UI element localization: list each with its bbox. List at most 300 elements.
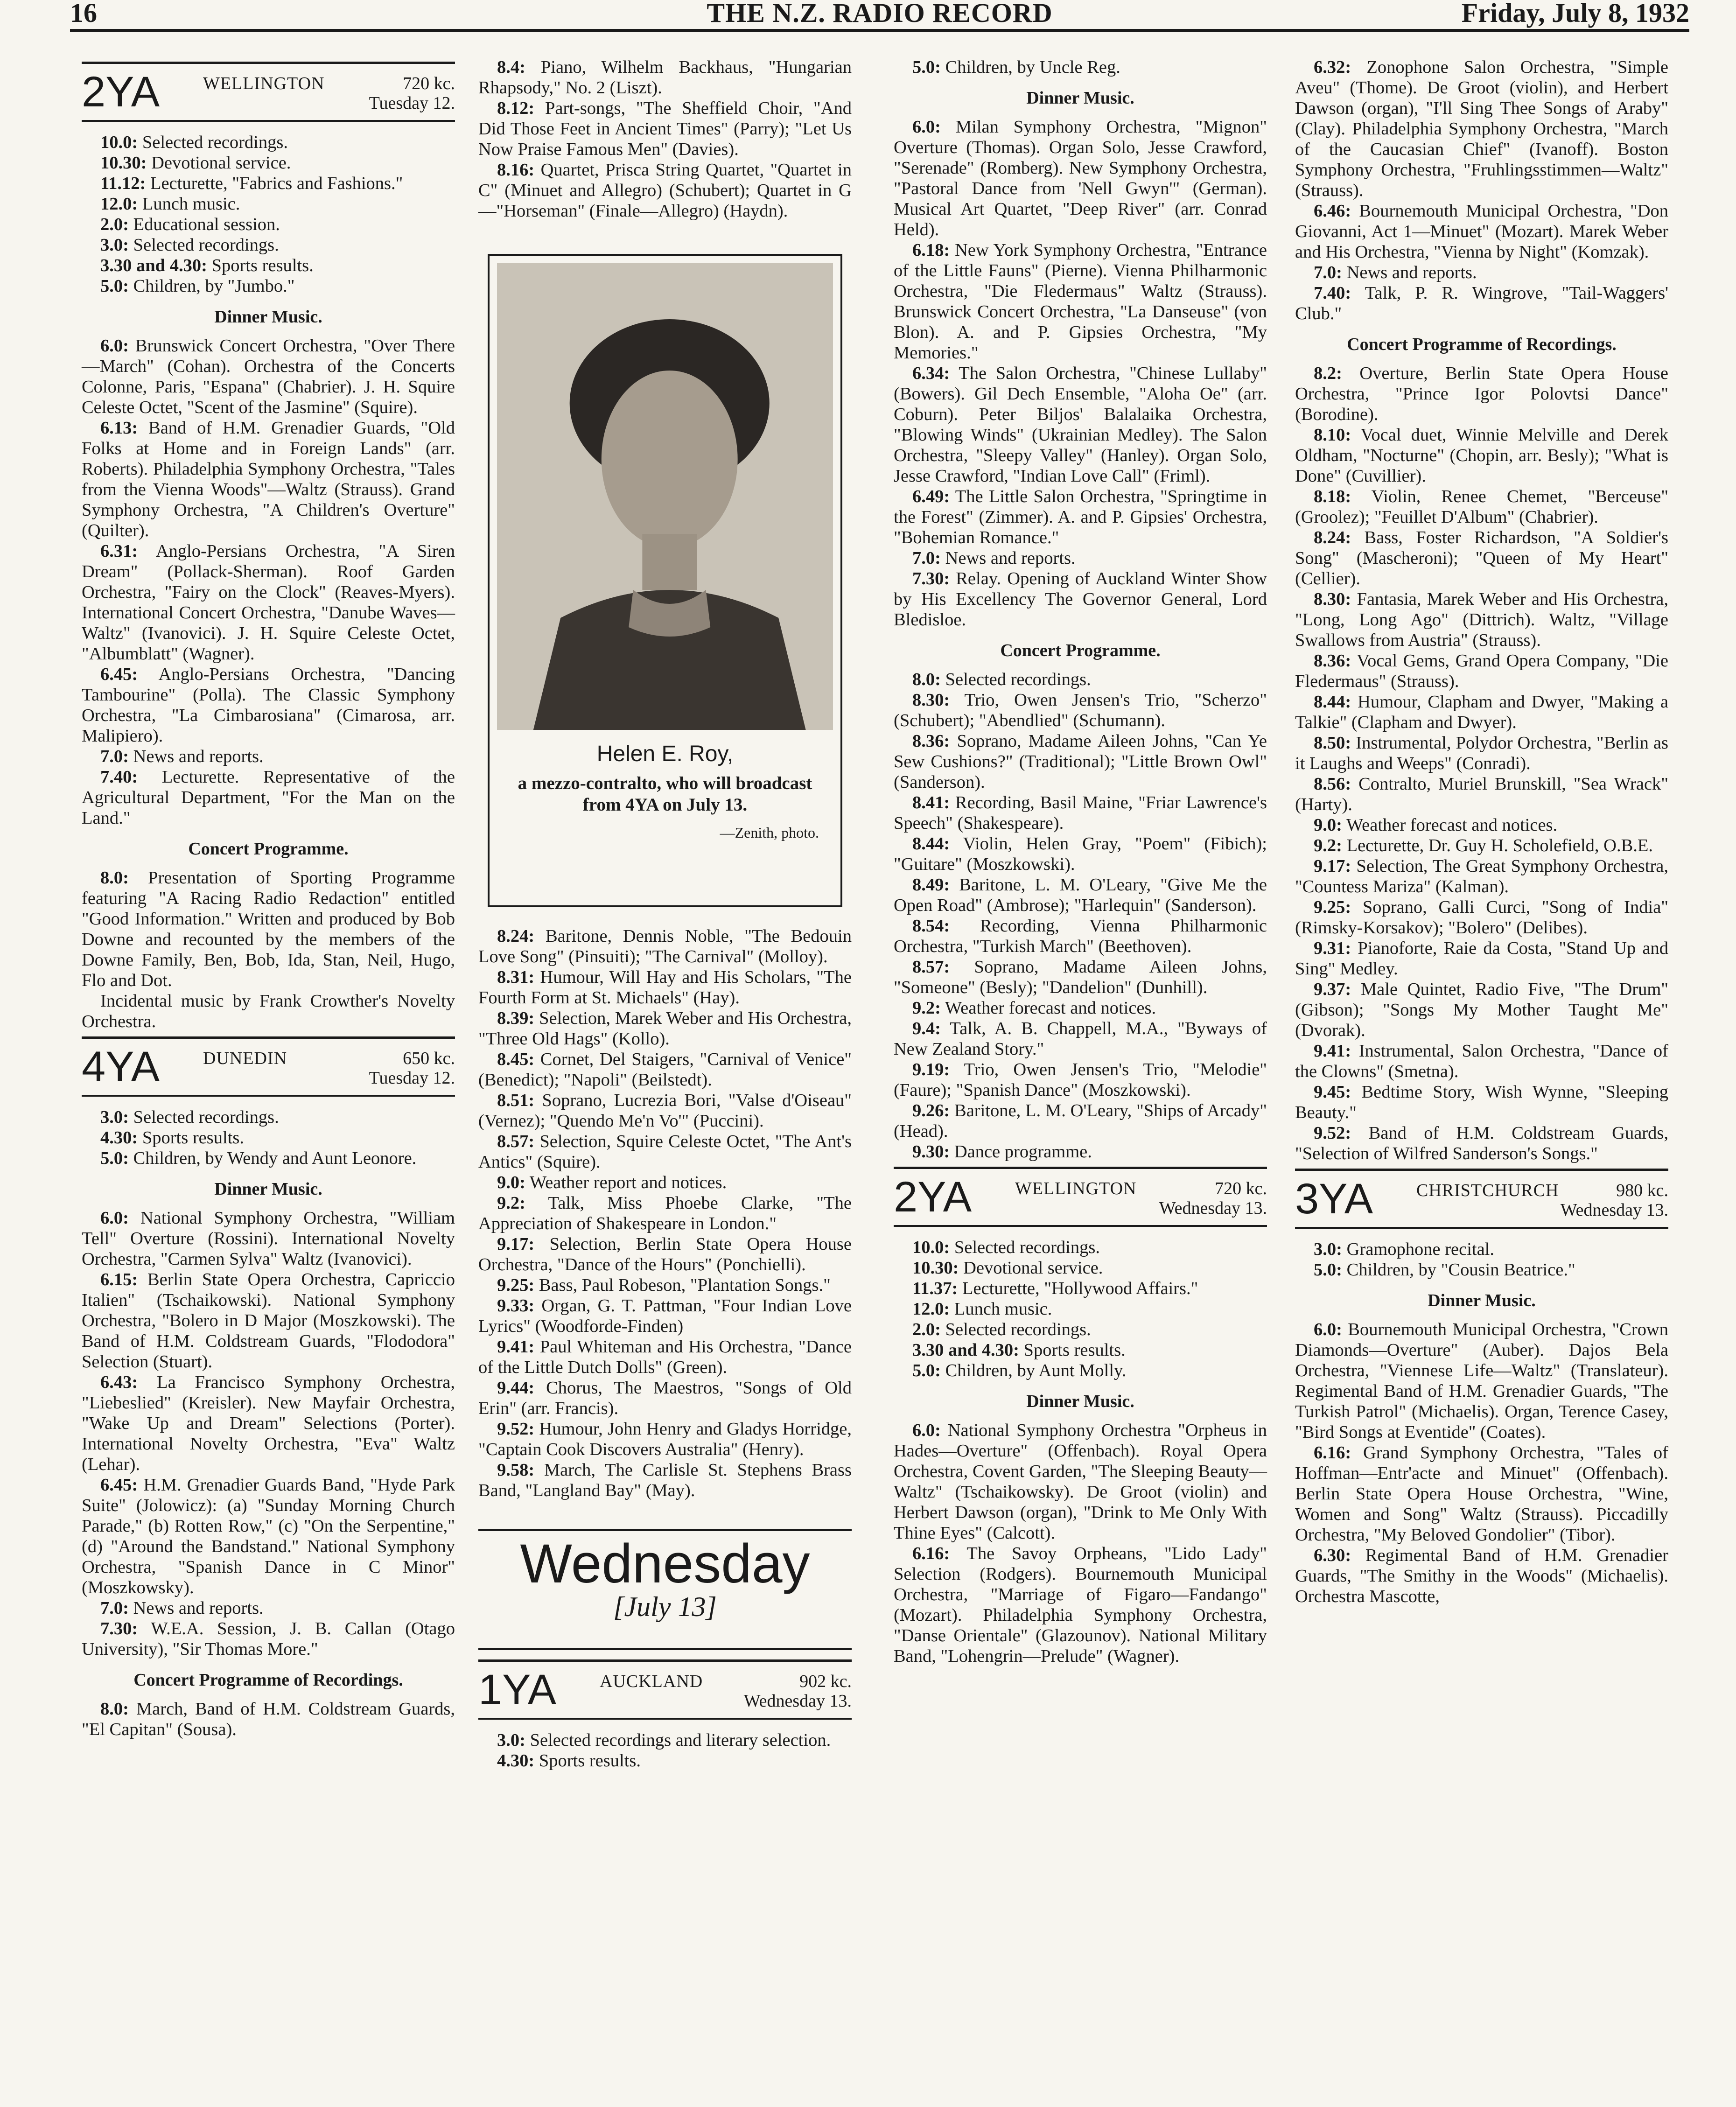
programme-entry <box>894 1278 1267 1299</box>
programme-entry <box>1295 486 1668 527</box>
station-city: WELLINGTON <box>203 74 325 93</box>
programme-entry <box>1295 856 1668 897</box>
programme-entry <box>82 1269 455 1372</box>
section-heading: Dinner Music. <box>214 1179 322 1199</box>
entry-text: Dance programme. <box>950 1142 1092 1162</box>
entry-text: Sports results. <box>1019 1340 1126 1360</box>
entry-text: Lecturette, "Hollywood Affairs." <box>958 1279 1198 1298</box>
entry-time: 12.0: <box>912 1299 950 1319</box>
entry-time: 9.45: <box>1314 1082 1351 1102</box>
programme-entry <box>1295 651 1668 692</box>
programme-entry <box>1295 692 1668 733</box>
section-heading: Dinner Music. <box>1026 1392 1134 1411</box>
column-4 <box>1295 57 1668 1607</box>
entry-text: Vocal duet, Winnie Melville and Derek Oldham, "Nocturne" (Chopin, arr. Besly); "What is Done" (Cuvillier). <box>1295 425 1668 486</box>
programme-entry <box>894 486 1267 548</box>
programme-entry <box>82 276 455 296</box>
programme-entry <box>1295 979 1668 1041</box>
station-day: Wednesday 13. <box>1560 1200 1668 1220</box>
entry-time: 9.58: <box>497 1460 535 1480</box>
programme-entry <box>82 868 455 991</box>
entry-text: Relay. Opening of Auckland Winter Show by His Excellency The Governor General, Lord Bledisloe. <box>894 569 1267 630</box>
entry-text: News and reports. <box>940 548 1076 568</box>
programme-entry <box>478 98 852 160</box>
entry-text: Children, by Uncle Reg. <box>940 57 1120 77</box>
entry-time: 6.16: <box>1314 1443 1351 1463</box>
programme-entry <box>894 363 1267 486</box>
programme-entry <box>82 767 455 828</box>
entry-text: Soprano, Madame Aileen Johns, "Someone" (Besly); "Dandelion" (Dunhill). <box>894 957 1267 997</box>
entry-time: 8.0: <box>100 1699 129 1719</box>
programme-entry <box>82 336 455 418</box>
programme-entry <box>894 875 1267 916</box>
entry-time: 6.0: <box>1314 1320 1342 1339</box>
entry-text: Selected recordings and literary selection. <box>525 1730 831 1750</box>
entry-time: 8.56: <box>1314 774 1351 794</box>
entry-time: 7.30: <box>100 1619 138 1638</box>
entry-time: 6.13: <box>100 418 138 438</box>
entry-time: 9.17: <box>497 1234 535 1254</box>
entry-text: Organ, G. T. Pattman, "Four Indian Love Lyrics" (Woodforde-Finden) <box>478 1296 852 1336</box>
entry-text: Contralto, Muriel Brunskill, "Sea Wrack" (Harty). <box>1295 774 1668 814</box>
entry-text: Gramophone recital. <box>1342 1239 1494 1259</box>
entry-time: 9.19: <box>912 1060 950 1079</box>
entry-time: 5.0: <box>1314 1260 1342 1280</box>
entry-text: Cornet, Del Staigers, "Carnival of Venice" (Benedict); "Napoli" (Beilstedt). <box>478 1050 852 1090</box>
programme-entry <box>478 1172 852 1193</box>
photo-caption-name: Helen E. Roy, <box>596 742 734 766</box>
entry-time: 6.18: <box>912 240 950 260</box>
programme-entry <box>894 57 1267 77</box>
programme-entry <box>894 1141 1267 1162</box>
entry-text: Children, by "Jumbo." <box>128 276 295 296</box>
entry-text: Lecturette, "Fabrics and Fashions." <box>146 174 403 193</box>
entry-time: 9.25: <box>497 1275 535 1295</box>
day-banner-title: Wednesday <box>520 1533 810 1595</box>
programme-entry <box>1295 1442 1668 1545</box>
programme-entry <box>1295 283 1668 324</box>
entry-text: Band of H.M. Coldstream Guards, "Selection of Wilfred Sanderson's Songs." <box>1295 1123 1668 1163</box>
station-header-2ya-tuesday <box>82 62 455 122</box>
page-header <box>70 0 1689 32</box>
masthead-title: THE N.Z. RADIO RECORD <box>707 0 1053 28</box>
entry-time: 6.45: <box>100 665 138 684</box>
entry-time: 8.57: <box>497 1132 535 1151</box>
programme-entry <box>478 160 852 221</box>
programme-entry <box>82 418 455 541</box>
entry-text: Weather forecast and notices. <box>940 998 1156 1018</box>
entry-text: La Francisco Symphony Orchestra, "Liebeslied" (Kreisler). New Mayfair Orchestra, "Wake Up and Dream" Selections (Porter). International Novelty Orchestra, "Eva" Waltz (Lehar). <box>82 1372 455 1474</box>
entry-time: 9.2: <box>497 1193 525 1213</box>
programme-entry <box>82 1699 455 1740</box>
entry-text: Bournemouth Municipal Orchestra, "Crown Diamonds—Overture" (Auber). Dajos Bela Orchestra, "Viennese Life—Waltz" (Translateur). Regimental Band of H.M. Grenadier Guards, "The Turkish Patrol" (Michaelis). Organ, Terence Casey, "Bird Songs at Eventide" (Coates). <box>1295 1320 1668 1442</box>
entry-text: Trio, Owen Jensen's Trio, "Scherzo" (Schubert); "Abendlied" (Schumann). <box>894 690 1267 730</box>
station-day: Tuesday 12. <box>369 93 455 113</box>
issue-date: Friday, July 8, 1932 <box>1461 0 1689 28</box>
entry-text: Selection, The Great Symphony Orchestra, "Countess Mariza" (Kalman). <box>1295 856 1668 896</box>
section-heading: Concert Programme of Recordings. <box>1347 335 1617 354</box>
entry-time: 8.24: <box>1314 528 1351 547</box>
entry-time: 9.31: <box>1314 938 1351 958</box>
programme-entry <box>1295 1319 1668 1442</box>
entry-time: 5.0: <box>100 276 129 296</box>
entry-time: 9.26: <box>912 1101 950 1120</box>
entry-text: Band of H.M. Grenadier Guards, "Old Folks at Home and in Foreign Lands" (arr. Roberts). Philadelphia Symphony Orchestra, "Tales from the Vienna Woods"—Waltz (Strauss). Grand Symphony Orchestra, "A Children's Overture" (Quilter). <box>82 418 455 540</box>
entry-time: 4.30: <box>100 1128 138 1148</box>
programme-entry <box>82 214 455 235</box>
programme-entry <box>82 1475 455 1598</box>
entry-time: 6.34: <box>912 364 950 383</box>
section-heading: Dinner Music. <box>1026 88 1134 108</box>
entry-time: 10.30: <box>100 153 147 173</box>
station-frequency: 720 kc. <box>1215 1179 1267 1198</box>
entry-time: 6.16: <box>912 1544 950 1563</box>
entry-text: Chorus, The Maestros, "Songs of Old Erin" (arr. Francis). <box>478 1378 852 1418</box>
programme-entry <box>894 957 1267 998</box>
station-city: CHRISTCHURCH <box>1416 1181 1559 1200</box>
programme-entry <box>1295 527 1668 589</box>
entry-text: Berlin State Opera Orchestra, Capriccio Italien" (Tschaikowski). National Symphony Orchestra, "Bolero in D Major (Moszkowski). The Band of H.M. Coldstream Guards, "Flododora" Selection (Stuart). <box>82 1270 455 1372</box>
entry-text: Children, by Aunt Molly. <box>940 1361 1127 1380</box>
entry-text: Violin, Renee Chemet, "Berceuse" (Groolez); "Feuillet D'Album" (Chabrier). <box>1295 487 1668 527</box>
entry-time: 5.0: <box>100 1148 129 1168</box>
programme-entry <box>478 1378 852 1419</box>
programme-entry <box>894 568 1267 630</box>
programme-entry <box>82 173 455 194</box>
entry-text: Presentation of Sporting Programme featuring "A Racing Radio Redaction" entitled "Good Information." Written and produced by Bob Downe and recounted by the members of the Downe Family, Ben, Bob, Ida, Stan, Neil, Hugo, Flo and Dot. <box>82 868 455 990</box>
entry-time: 8.4: <box>497 57 525 77</box>
entry-text: Instrumental, Salon Orchestra, "Dance of the Clowns" (Smetna). <box>1295 1041 1668 1081</box>
entry-text: Selection, Berlin State Opera House Orchestra, "Dance of the Hours" (Ponchielli). <box>478 1234 852 1274</box>
programme-entry <box>894 117 1267 240</box>
entry-text: Soprano, Lucrezia Bori, "Valse d'Oiseau" (Vernez); "Quendo Me'n Vo'" (Puccini). <box>478 1091 852 1131</box>
entry-text: Talk, A. B. Chappell, M.A., "Byways of New Zealand Story." <box>894 1019 1267 1059</box>
entry-time: 3.0: <box>100 235 129 255</box>
programme-entry <box>82 1598 455 1618</box>
entry-text: Overture, Berlin State Opera House Orchestra, "Prince Igor Polovtsi Dance" (Borodine). <box>1295 364 1668 424</box>
entry-text: Lecturette, Dr. Guy H. Scholefield, O.B.E. <box>1342 836 1653 855</box>
programme-entry <box>894 1360 1267 1381</box>
entry-time: 8.16: <box>497 160 535 180</box>
programme-entry <box>1295 938 1668 979</box>
day-banner-date: [July 13] <box>613 1591 717 1622</box>
programme-entry <box>894 1420 1267 1543</box>
programme-entry <box>1295 262 1668 283</box>
programme-entry <box>478 1750 852 1771</box>
station-city: DUNEDIN <box>203 1049 287 1068</box>
section-heading: Dinner Music. <box>1428 1291 1536 1310</box>
programme-entry <box>894 1299 1267 1319</box>
entry-text: Sports results. <box>534 1751 641 1771</box>
section-heading: Dinner Music. <box>214 307 322 327</box>
entry-text: Baritone, L. M. O'Leary, "Give Me the Open Road" (Ambrose); "Harlequin" (Sanderson). <box>894 875 1267 915</box>
entry-time: 9.52: <box>1314 1123 1351 1143</box>
entry-time: 8.54: <box>912 916 950 936</box>
entry-time: 9.17: <box>1314 856 1351 876</box>
entry-text: The Little Salon Orchestra, "Springtime in the Forest" (Zimmer). A. and P. Gipsies' Orchestra, "Bohemian Romance." <box>894 487 1267 547</box>
entry-time: 9.0: <box>497 1173 525 1192</box>
entry-text: Instrumental, Polydor Orchestra, "Berlin as it Laughs and Weeps" (Conradi). <box>1295 733 1668 773</box>
entry-text: Selection, Marek Weber and His Orchestra, "Three Old Hags" (Kollo). <box>478 1008 852 1049</box>
entry-text: News and reports. <box>1342 263 1477 282</box>
entry-time: 4.30: <box>497 1751 535 1771</box>
entry-text: Bedtime Story, Wish Wynne, "Sleeping Beauty." <box>1295 1082 1668 1122</box>
entry-text: Grand Symphony Orchestra, "Tales of Hoffman—Entr'acte and Minuet" (Offenbach). Berlin State Opera House Orchestra, "Wine, Women and Song" Waltz (Strauss). Piccadilly Orchestra, "My Beloved Gondolier" (Tibor). <box>1295 1443 1668 1545</box>
programme-entry <box>894 1237 1267 1258</box>
programme-entry <box>1295 425 1668 486</box>
programme-entry <box>1295 201 1668 262</box>
programme-entry <box>894 998 1267 1018</box>
entry-text: March, The Carlisle St. Stephens Brass Band, "Langland Bay" (May). <box>478 1460 852 1500</box>
entry-text: Violin, Helen Gray, "Poem" (Fibich); "Guitare" (Moszkowski). <box>894 834 1267 874</box>
entry-text: Quartet, Prisca String Quartet, "Quartet in C" (Minuet and Allegro) (Schubert); Quartet in G—"Horseman" (Finale—Allegro) (Haydn). <box>478 160 852 221</box>
programme-entry <box>1295 1545 1668 1607</box>
entry-text: H.M. Grenadier Guards Band, "Hyde Park Suite" (Jolowicz): (a) "Sunday Morning Church Parade," (b) Rotten Row," (c) "On the Serpentine," (d) "Around the Bandstand." National Symphony Orchestra, "Spanish Dance in C Minor" (Moszkowsky). <box>82 1475 455 1597</box>
entry-text: Recording, Vienna Philharmonic Orchestra, "Turkish March" (Beethoven). <box>894 916 1267 956</box>
entry-time: 9.2: <box>1314 836 1342 855</box>
entry-text: Children, by Wendy and Aunt Leonore. <box>128 1148 417 1168</box>
entry-text: Soprano, Galli Curci, "Song of India" (Rimsky-Korsakov); "Bolero" (Delibes). <box>1295 897 1668 938</box>
station-code: 1YA <box>478 1666 557 1714</box>
entry-time: 8.10: <box>1314 425 1351 445</box>
entry-text: Selection, Squire Celeste Octet, "The Ant's Antics" (Squire). <box>478 1132 852 1172</box>
programme-entry <box>82 132 455 153</box>
entry-text: The Salon Orchestra, "Chinese Lullaby" (Bowers). Gil Dech Ensemble, "Aloha Oe" (arr. Coburn). Peter Biljos' Balalaika Orchestra, "Blowing Winds" (Ukrainian Medley). The Salon Orchestra, "Sleepy Valley" (Hanley). Organ Solo, Jesse Crawford, "Indian Love Call" (Friml). <box>894 364 1267 486</box>
entry-text: Piano, Wilhelm Backhaus, "Hungarian Rhapsody," No. 2 (Liszt). <box>478 57 852 98</box>
entry-text: Sports results. <box>138 1128 245 1148</box>
entry-time: 9.44: <box>497 1378 535 1398</box>
entry-time: 3.0: <box>100 1107 129 1127</box>
programme-entry <box>894 1543 1267 1666</box>
entry-text: W.E.A. Session, J. B. Callan (Otago University), "Sir Thomas More." <box>82 1619 455 1659</box>
entry-time: 8.12: <box>497 98 535 118</box>
entry-text: News and reports. <box>128 1598 264 1618</box>
programme-entry <box>82 1208 455 1269</box>
entry-time: 8.31: <box>497 967 535 987</box>
entry-text: Trio, Owen Jensen's Trio, "Melodie" (Faure); "Spanish Dance" (Moszkowski). <box>894 1060 1267 1100</box>
programme-entry <box>1295 774 1668 815</box>
entry-time: 8.49: <box>912 875 950 895</box>
entry-time: 8.57: <box>912 957 950 977</box>
station-header-1ya-wednesday <box>478 1659 852 1720</box>
entry-text: Pianoforte, Raie da Costa, "Stand Up and Sing" Medley. <box>1295 938 1668 979</box>
programme-entry <box>82 664 455 746</box>
programme-entry <box>82 255 455 276</box>
entry-time: 9.41: <box>497 1337 535 1357</box>
station-day: Wednesday 13. <box>1159 1198 1267 1218</box>
entry-time: 8.36: <box>912 731 950 751</box>
programme-entry <box>82 153 455 173</box>
entry-time: 9.4: <box>912 1019 941 1038</box>
programme-entry <box>82 235 455 255</box>
entry-time: 10.0: <box>912 1238 950 1257</box>
photo-credit: —Zenith, photo. <box>720 824 819 841</box>
programme-entry <box>894 240 1267 363</box>
programme-entry <box>1295 1239 1668 1260</box>
entry-text: Bass, Paul Robeson, "Plantation Songs." <box>534 1275 831 1295</box>
programme-entry <box>82 991 455 1032</box>
entry-time: 5.0: <box>912 57 941 77</box>
entry-time: 10.0: <box>100 133 138 152</box>
entry-time: 9.52: <box>497 1419 535 1439</box>
programme-entry <box>478 967 852 1008</box>
entry-time: 7.0: <box>100 747 129 766</box>
entry-text: Fantasia, Marek Weber and His Orchestra, "Long, Long Ago" (Dittrich). Waltz, "Village Swallows from Austria" (Strauss). <box>1295 589 1668 650</box>
station-frequency: 720 kc. <box>403 74 455 93</box>
portrait-illustration <box>497 263 833 730</box>
station-city: AUCKLAND <box>600 1672 703 1691</box>
entry-text: Selected recordings. <box>940 1320 1091 1339</box>
station-day: Tuesday 12. <box>369 1068 455 1088</box>
entry-time: 9.33: <box>497 1296 535 1316</box>
entry-time: 9.41: <box>1314 1041 1351 1061</box>
entry-time: 7.40: <box>1314 283 1351 303</box>
entry-time: 2.0: <box>912 1320 941 1339</box>
entry-time: 7.0: <box>912 548 941 568</box>
station-code: 4YA <box>82 1043 160 1091</box>
programme-entry <box>478 1337 852 1378</box>
programme-entry <box>894 916 1267 957</box>
programme-entry <box>894 792 1267 833</box>
programme-entry <box>478 1090 852 1131</box>
station-day: Wednesday 13. <box>743 1691 852 1711</box>
entry-text: Weather report and notices. <box>525 1173 727 1192</box>
day-banner-wednesday <box>478 1529 852 1650</box>
programme-entry <box>82 746 455 767</box>
column-3 <box>894 57 1267 1666</box>
entry-time: 8.50: <box>1314 733 1351 753</box>
programme-entry <box>894 1319 1267 1340</box>
entry-text: Incidental music by Frank Crowther's Novelty Orchestra. <box>82 991 455 1031</box>
entry-text: Devotional service. <box>959 1258 1103 1278</box>
entry-time: 11.12: <box>100 174 146 193</box>
entry-text: Regimental Band of H.M. Grenadier Guards, "The Smithy in the Woods" (Michaelis). Orchestra Mascotte, <box>1295 1546 1668 1606</box>
entry-time: 6.49: <box>912 487 950 506</box>
station-frequency: 980 kc. <box>1616 1181 1668 1200</box>
programme-entry <box>1295 363 1668 425</box>
programme-entry <box>894 690 1267 731</box>
station-frequency: 902 kc. <box>799 1672 852 1691</box>
entry-text: Weather forecast and notices. <box>1342 815 1558 835</box>
entry-text: Humour, Will Hay and His Scholars, "The Fourth Form at St. Michaels" (Hay). <box>478 967 852 1008</box>
programme-entry <box>1295 897 1668 938</box>
entry-time: 3.0: <box>1314 1239 1342 1259</box>
entry-time: 8.45: <box>497 1050 535 1069</box>
programme-entry <box>894 1059 1267 1100</box>
entry-text: Brunswick Concert Orchestra, "Over There—March" (Cohan). Orchestra of the Concerts Colonne, Paris, "Espana" (Chabrier). J. H. Squire Celeste Octet, "Scent of the Jasmine" (Squire). <box>82 336 455 417</box>
entry-time: 9.30: <box>912 1142 950 1162</box>
entry-time: 3.0: <box>497 1730 525 1750</box>
entry-text: Lecturette. Representative of the Agricultural Department, "For the Man on the Land." <box>82 767 455 828</box>
programme-entry <box>894 669 1267 690</box>
entry-text: Devotional service. <box>147 153 291 173</box>
station-code: 2YA <box>894 1173 972 1221</box>
entry-time: 8.30: <box>1314 589 1351 609</box>
entry-text: Vocal Gems, Grand Opera Company, "Die Fledermaus" (Strauss). <box>1295 651 1668 691</box>
entry-time: 9.37: <box>1314 980 1351 999</box>
entry-text: Talk, P. R. Wingrove, "Tail-Waggers' Club." <box>1295 283 1668 323</box>
entry-time: 6.31: <box>100 541 138 561</box>
station-city: WELLINGTON <box>1015 1179 1137 1198</box>
programme-entry <box>478 1730 852 1750</box>
entry-time: 8.0: <box>912 670 941 689</box>
entry-time: 8.18: <box>1314 487 1351 506</box>
programme-entry <box>1295 1123 1668 1164</box>
entry-text: Lunch music. <box>950 1299 1052 1319</box>
entry-text: Lunch music. <box>138 194 240 214</box>
column-1 <box>82 57 455 1740</box>
entry-text: Recording, Basil Maine, "Friar Lawrence's Speech" (Shakespeare). <box>894 793 1267 833</box>
programme-entry <box>1295 1260 1668 1280</box>
entry-time: 8.51: <box>497 1091 535 1110</box>
programme-entry <box>82 1372 455 1475</box>
programme-entry <box>894 548 1267 568</box>
entry-time: 3.30 and 4.30: <box>100 256 207 275</box>
entry-time: 6.43: <box>100 1372 138 1392</box>
entry-time: 8.41: <box>912 793 950 812</box>
programme-entry <box>478 1275 852 1295</box>
column-2 <box>478 57 852 1771</box>
programme-entry <box>478 1295 852 1337</box>
entry-text: March, Band of H.M. Coldstream Guards, "El Capitan" (Sousa). <box>82 1699 455 1739</box>
entry-text: Humour, Clapham and Dwyer, "Making a Talkie" (Clapham and Dwyer). <box>1295 692 1668 732</box>
entry-text: News and reports. <box>128 747 264 766</box>
entry-text: Selected recordings. <box>940 670 1091 689</box>
entry-time: 8.2: <box>1314 364 1342 383</box>
entry-text: Bournemouth Municipal Orchestra, "Don Giovanni, Act 1—Minuet" (Mozart). Marek Weber and His Orchestra, "Vienna by Night" (Komzak). <box>1295 201 1668 262</box>
portrait-frame <box>488 254 842 907</box>
section-heading: Concert Programme of Recordings. <box>133 1670 403 1690</box>
programme-entry <box>478 926 852 967</box>
programme-entry <box>1295 815 1668 835</box>
entry-time: 11.37: <box>912 1279 958 1298</box>
entry-time: 8.24: <box>497 926 535 946</box>
entry-time: 6.30: <box>1314 1546 1351 1565</box>
entry-time: 7.0: <box>100 1598 129 1618</box>
entry-text: Anglo-Persians Orchestra, "A Siren Dream" (Pollack-Sherman). Roof Garden Orchestra, "Fairy on the Clock" (Reaves-Myers). International Concert Orchestra, "Danube Waves—Waltz" (Ivanovici). J. H. Squire Celeste Octet, "Albumblatt" (Wagner). <box>82 541 455 664</box>
programme-entry <box>82 1127 455 1148</box>
entry-text: Zonophone Salon Orchestra, "Simple Aveu" (Thome). De Groot (violin), and Herbert Dawson (organ), "I'll Sing Thee Songs of Araby" (Clay). Philadelphia Symphony Orchestra, "March of the Caucasian Chief" (Ivanoff). Boston Symphony Orchestra, "Fruhlingsstimmen—Waltz" (Strauss). <box>1295 57 1668 200</box>
programme-entry <box>1295 57 1668 201</box>
entry-time: 8.44: <box>1314 692 1351 712</box>
entry-time: 12.0: <box>100 194 138 214</box>
entry-time: 7.40: <box>100 767 138 787</box>
programme-entry <box>894 731 1267 792</box>
station-code: 2YA <box>82 68 160 116</box>
programme-entry <box>478 1419 852 1460</box>
entry-time: 10.30: <box>912 1258 959 1278</box>
entry-text: Talk, Miss Phoebe Clarke, "The Appreciation of Shakespeare in London." <box>478 1193 852 1233</box>
programme-entry <box>82 1148 455 1169</box>
programme-entry <box>1295 733 1668 774</box>
entry-time: 8.44: <box>912 834 950 854</box>
entry-text: Anglo-Persians Orchestra, "Dancing Tambourine" (Polla). The Classic Symphony Orchestra, "La Cimbarosiana" (Cimarosa, arr. Malipiero). <box>82 665 455 746</box>
entry-time: 6.0: <box>912 117 941 137</box>
programme-entry <box>1295 1082 1668 1123</box>
station-code: 3YA <box>1295 1175 1373 1223</box>
programme-entry <box>478 57 852 98</box>
programme-entry <box>478 1131 852 1172</box>
entry-time: 6.0: <box>100 1208 129 1228</box>
entry-text: Part-songs, "The Sheffield Choir, "And Did Those Feet in Ancient Times" (Parry); "Let Us Now Praise Famous Men" (Davies). <box>478 98 852 159</box>
programme-entry <box>894 1340 1267 1360</box>
entry-text: National Symphony Orchestra, "William Tell" Overture (Rossini). International Novelty Orchestra, "Carmen Sylva" Waltz (Ivanovici). <box>82 1208 455 1269</box>
entry-time: 6.15: <box>100 1270 138 1289</box>
entry-text: Selected recordings. <box>950 1238 1100 1257</box>
programme-entry <box>82 194 455 214</box>
entry-text: Selected recordings. <box>128 235 279 255</box>
programme-entry <box>894 833 1267 875</box>
